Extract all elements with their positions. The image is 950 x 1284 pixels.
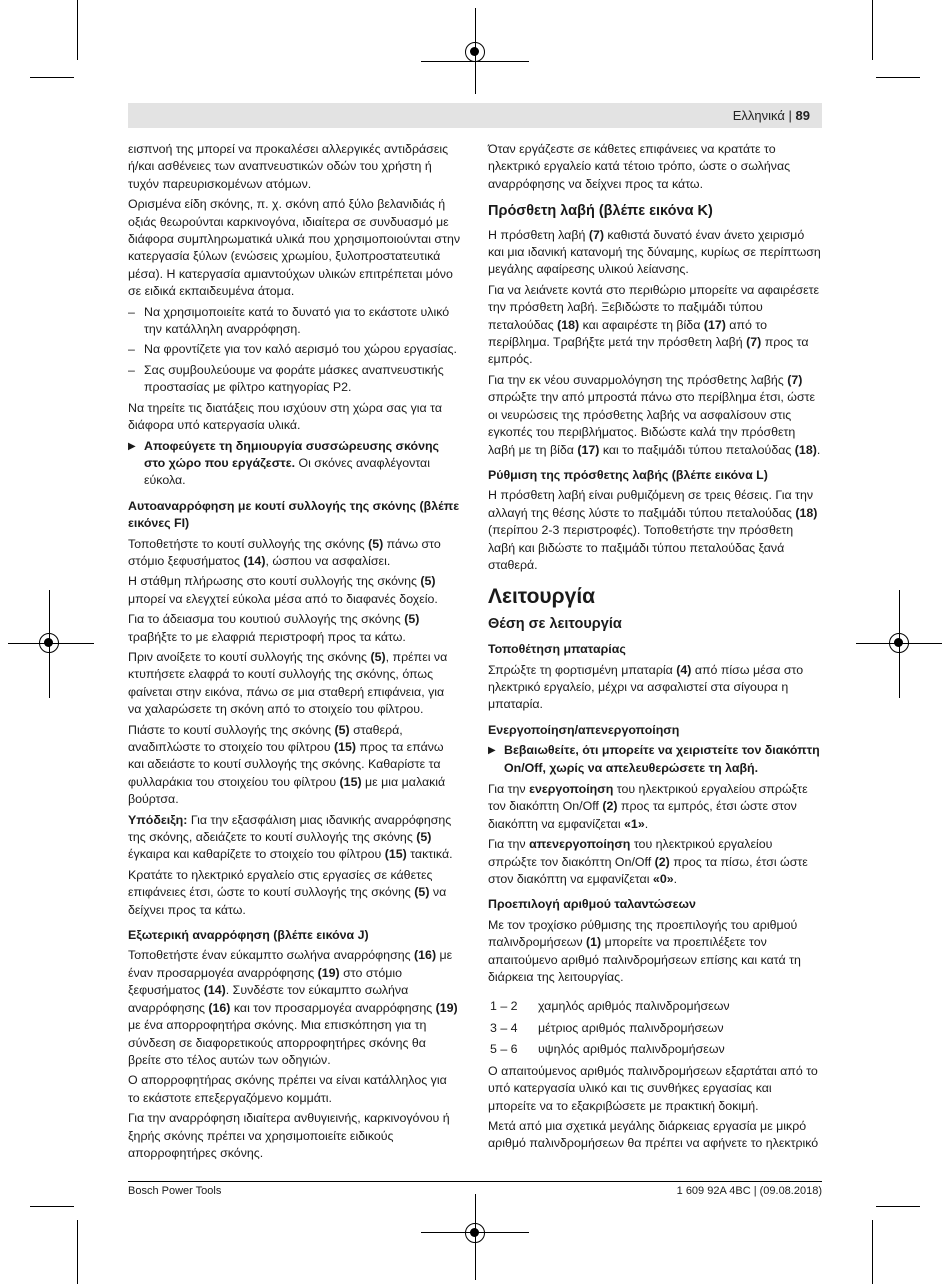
paragraph: Για την αναρρόφηση ιδιαίτερα ανθυγιεινής, καρκινογόνου ή ξηρής σκόνης πρέπει να χρησιμοποιείτε ειδικούς απορροφητήρες σκόνης. bbox=[128, 1111, 450, 1160]
paragraph: Κρατάτε το ηλεκτρικό εργαλείο στις εργασίες σε κάθετες επιφάνειες έτσι, ώστε το κουτί συλλογής της σκόνης (5) να δείχνει προς τα κάτω. bbox=[128, 867, 447, 917]
list-item: – Να χρησιμοποιείτε κατά το δυνατό για το εκάστοτε υλικό την κατάλληλη αναρρόφηση. bbox=[128, 304, 450, 337]
section-heading: Πρόσθετη λαβή (βλέπε εικόνα K) bbox=[488, 203, 713, 220]
paragraph: Πιάστε το κουτί συλλογής της σκόνης (5) σταθερά, αναδιπλώστε το στοιχείο του φίλτρου (15) προς τα επάνω και αδειάστε το κουτί συλλογής της σκόνης. Καθαρίστε τα φυλλαράκια του στοιχείου του φίλτρου (15) με μια μαλακιά βούρτσα. bbox=[128, 722, 446, 807]
crop-mark bbox=[77, 1220, 78, 1284]
triangle-bullet-icon: ▶ bbox=[488, 745, 496, 757]
crop-mark bbox=[876, 1206, 920, 1207]
crop-mark bbox=[876, 77, 920, 78]
subsection-heading: Ενεργοποίηση/απενεργοποίηση bbox=[488, 722, 680, 737]
paragraph: Για την ενεργοποίηση του ηλεκτρικού εργαλείου σπρώξτε τον διακόπτη On/Off (2) προς τα εμπρός, έτσι ώστε στον διακόπτη να εμφανίζεται «1». bbox=[488, 782, 808, 831]
paragraph: Για την απενεργοποίηση του ηλεκτρικού εργαλείου σπρώξτε τον διακόπτη On/Off (2) προς τα πίσω, έτσι ώστε στον διακόπτη να εμφανίζεται «0». bbox=[488, 837, 808, 887]
section-heading: Θέση σε λειτουργία bbox=[488, 615, 622, 632]
paragraph: Να τηρείτε τις διατάξεις που ισχύουν στη χώρα σας για τα διάφορα υπό κατεργασία υλικά. bbox=[128, 400, 443, 433]
crop-mark bbox=[872, 0, 873, 60]
registration-mark-icon bbox=[465, 42, 485, 62]
paragraph: Η στάθμη πλήρωσης στο κουτί συλλογής της σκόνης (5) μπορεί να ελεγχτεί εύκολα μέσα από το διαφανές δοχείο. bbox=[128, 574, 438, 606]
paragraph: Όταν εργάζεστε σε κάθετες επιφάνειες να κρατάτε το ηλεκτρικό εργαλείο κατά τέτοιο τρόπο, ώστε ο σωλήνας αναρρόφησης να δείχνει προς τα κάτω. bbox=[488, 142, 791, 191]
crop-mark bbox=[30, 1206, 74, 1207]
paragraph: Για το άδειασμα του κουτιού συλλογής της σκόνης (5) τραβήξτε το με ελαφριά περιστροφή προς τα κάτω. bbox=[128, 612, 420, 644]
paragraph: Τοποθετήστε έναν εύκαμπτο σωλήνα αναρρόφησης (16) με έναν προσαρμογέα αναρρόφησης (19) στο στόμιο ξεφυσήματος (14). Συνδέστε τον εύκαμπτο σωλήνα αναρρόφησης (16) και τον προσαρμογέα αναρρόφησης (19) με ένα απορροφητήρα σκόνης. Μια επισκόπηση για τη σύνδεση σε διαφορετικούς απορροφητήρες σκόνης θα βρείτε στο τέλος αυτών των οδηγιών. bbox=[128, 948, 458, 1067]
footer-doc-number: 1 609 92A 4BC | (09.08.2018) bbox=[676, 1185, 822, 1197]
paragraph: Για την εκ νέου συναρμολόγηση της πρόσθετης λαβής (7) σπρώξτε την από μπροστά πάνω στο περίβλημα έτσι, ώστε οι νευρώσεις της πρόσθετης λαβής να ασφαλίσουν στις εγκοπές του περιβλήματος. Βιδώστε καλά την πρόσθετη λαβή με τη βίδα (17) και το παξιμάδι τύπου πεταλούδας (18). bbox=[488, 372, 821, 457]
paragraph: Η πρόσθετη λαβή (7) καθιστά δυνατό έναν άνετο χειρισμό και μια ιδανική κατανομή της δύναμης, κυρίως σε περίπτωση μεγάλης αφαίρεσης υλικού λείανσης. bbox=[488, 227, 821, 277]
page-footer bbox=[128, 1181, 822, 1197]
table-row: 3 – 4 μέτριος αριθμός παλινδρομήσεων bbox=[490, 1020, 724, 1035]
section-heading: Ρύθμιση της πρόσθετης λαβής (βλέπε εικόνα L) bbox=[488, 467, 768, 482]
paragraph: Ο απορροφητήρας σκόνης πρέπει να είναι κατάλληλος για το εκάστοτε επεξεργαζόμενο κομμάτι. bbox=[128, 1073, 447, 1105]
section-heading: Αυτοαναρρόφηση με κουτί συλλογής της σκόνης (βλέπε εικόνες FI) bbox=[128, 498, 460, 531]
table-row: 5 – 6 υψηλός αριθμός παλινδρομήσεων bbox=[490, 1042, 725, 1057]
page-number: 89 bbox=[795, 108, 810, 123]
paragraph: Σπρώξτε τη φορτισμένη μπαταρία (4) από πίσω μέσα στο ηλεκτρικό εργαλείο, μέχρι να ασφαλιστεί στα σίγουρα η μπαταρία. bbox=[488, 662, 804, 712]
crop-mark bbox=[872, 1220, 873, 1284]
crop-mark bbox=[77, 0, 78, 60]
paragraph: Για να λειάνετε κοντά στο περιθώριο μπορείτε να αφαιρέσετε την πρόσθετη λαβή. Ξεβιδώστε το παξιμάδι τύπου πεταλούδας (18) και αφαιρέστε τη βίδα (17) από το περίβλημα. Τραβήξτε μετά την πρόσθετη λαβή (7) προς τα εμπρός. bbox=[488, 282, 820, 367]
triangle-bullet-icon: ▶ bbox=[128, 440, 136, 452]
language-label: Ελληνικά bbox=[732, 108, 785, 123]
chapter-title: Λειτουργία bbox=[488, 585, 596, 609]
list-item: – Σας συμβουλεύουμε να φοράτε μάσκες αναπνευστικής προστασίας με φίλτρο κατηγορίας P2. bbox=[128, 362, 444, 395]
paragraph: Πριν ανοίξετε το κουτί συλλογής της σκόνης (5), πρέπει να κτυπήσετε ελαφρά το κουτί συλλογής της σκόνης, όπως φαίνεται στην εικόνα, πάνω σε μια σταθερή επιφάνεια, για να χαλαρώσετε τη σκόνη από το στοιχείο του φίλτρου. bbox=[128, 649, 448, 717]
warning-item: ▶ Βεβαιωθείτε, ότι μπορείτε να χειριστείτε τον διακόπτη On/Off, χωρίς να απελευθερώσετε τη λαβή. bbox=[488, 743, 820, 775]
registration-mark-icon bbox=[465, 1223, 485, 1243]
paragraph: εισπνοή της μπορεί να προκαλέσει αλλεργικές αντιδράσεις ή/και ασθένειες των αναπνευστικών οδών του χρήστη ή τυχόν παρευρισκομένων ατόμων. bbox=[128, 142, 449, 191]
tip-paragraph: Υπόδειξη: Για την εξασφάλιση μιας ιδανικής αναρρόφησης της σκόνης, αδειάζετε το κουτί συλλογής της σκόνης (5) έγκαιρα και καθαρίζετε το στοιχείο του φίλτρου (15) τακτικά. bbox=[128, 812, 453, 862]
stroke-rate-table bbox=[488, 998, 821, 1058]
paragraph: Μετά από μια σχετικά μεγάλης διάρκειας εργασία με μικρό αριθμό παλινδρομήσεων θα πρέπει να αφήνετε το ηλεκτρικό bbox=[488, 1118, 819, 1151]
footer-brand: Bosch Power Tools bbox=[128, 1185, 222, 1197]
list-item: – Να φροντίζετε για τον καλό αερισμό του χώρου εργασίας. bbox=[128, 342, 457, 357]
paragraph: Τοποθετήστε το κουτί συλλογής της σκόνης (5) πάνω στο στόμιο ξεφυσήματος (14), ώσπου να ασφαλίσει. bbox=[128, 536, 441, 568]
warning-item: ▶ Αποφεύγετε τη δημιουργία συσσώρευσης σκόνης στο χώρο που εργάζεστε. Οι σκόνες αναφλέγονται εύκολα. bbox=[128, 438, 439, 488]
registration-mark-icon bbox=[889, 633, 909, 653]
paragraph: Ο απαιτούμενος αριθμός παλινδρομήσεων εξαρτάται από το υπό κατεργασία υλικό και τις συνθήκες εργασίας και μπορείτε να το εξακριβώσετε με πρακτική δοκιμή. bbox=[488, 1063, 818, 1113]
section-heading: Εξωτερική αναρρόφηση (βλέπε εικόνα J) bbox=[128, 928, 369, 943]
page-header bbox=[128, 103, 822, 128]
subsection-heading: Προεπιλογή αριθμού ταλαντώσεων bbox=[488, 897, 696, 912]
crop-mark bbox=[30, 77, 74, 78]
header-label: Ελληνικά | 89 bbox=[732, 108, 810, 123]
paragraph: Η πρόσθετη λαβή είναι ρυθμιζόμενη σε τρεις θέσεις. Για την αλλαγή της θέσης λύστε το παξιμάδι τύπου πεταλούδας (18) (περίπου 2-3 περιστροφές). Τοποθετήστε την πρόσθετη λαβή και βιδώστε το παξιμάδι τύπου πεταλούδας ξανά σταθερά. bbox=[488, 488, 818, 572]
paragraph: Με τον τροχίσκο ρύθμισης της προεπιλογής του αριθμού παλινδρομήσεων (1) μπορείτε να προεπιλέξετε τον απαιτούμενο αριθμό παλινδρομήσεων επίσης και κατά τη διάρκεια της λειτουργίας. bbox=[488, 917, 801, 985]
table-row: 1 – 2 χαμηλός αριθμός παλινδρομήσεων bbox=[490, 999, 730, 1014]
paragraph: Ορισμένα είδη σκόνης, π. χ. σκόνη από ξύλο βελανιδιάς ή οξιάς θεωρούνται καρκινογόνα, ιδιαίτερα σε συνδυασμό με διάφορα συμπληρωματικά υλικά που χρησιμοποιούνται στην κατεργασία ξύλων (ενώσεις χρωμίου, ξυλοπροστατευτικά μέσα). Η κατεργασία αμιαντούχων υλικών επιτρέπεται μόνο σε ειδικά εκπαιδευμένα άτομα. bbox=[128, 197, 461, 299]
left-column bbox=[128, 141, 461, 1165]
registration-mark-icon bbox=[39, 633, 59, 653]
right-column bbox=[488, 141, 821, 1156]
subsection-heading: Τοποθέτηση μπαταρίας bbox=[488, 642, 626, 657]
